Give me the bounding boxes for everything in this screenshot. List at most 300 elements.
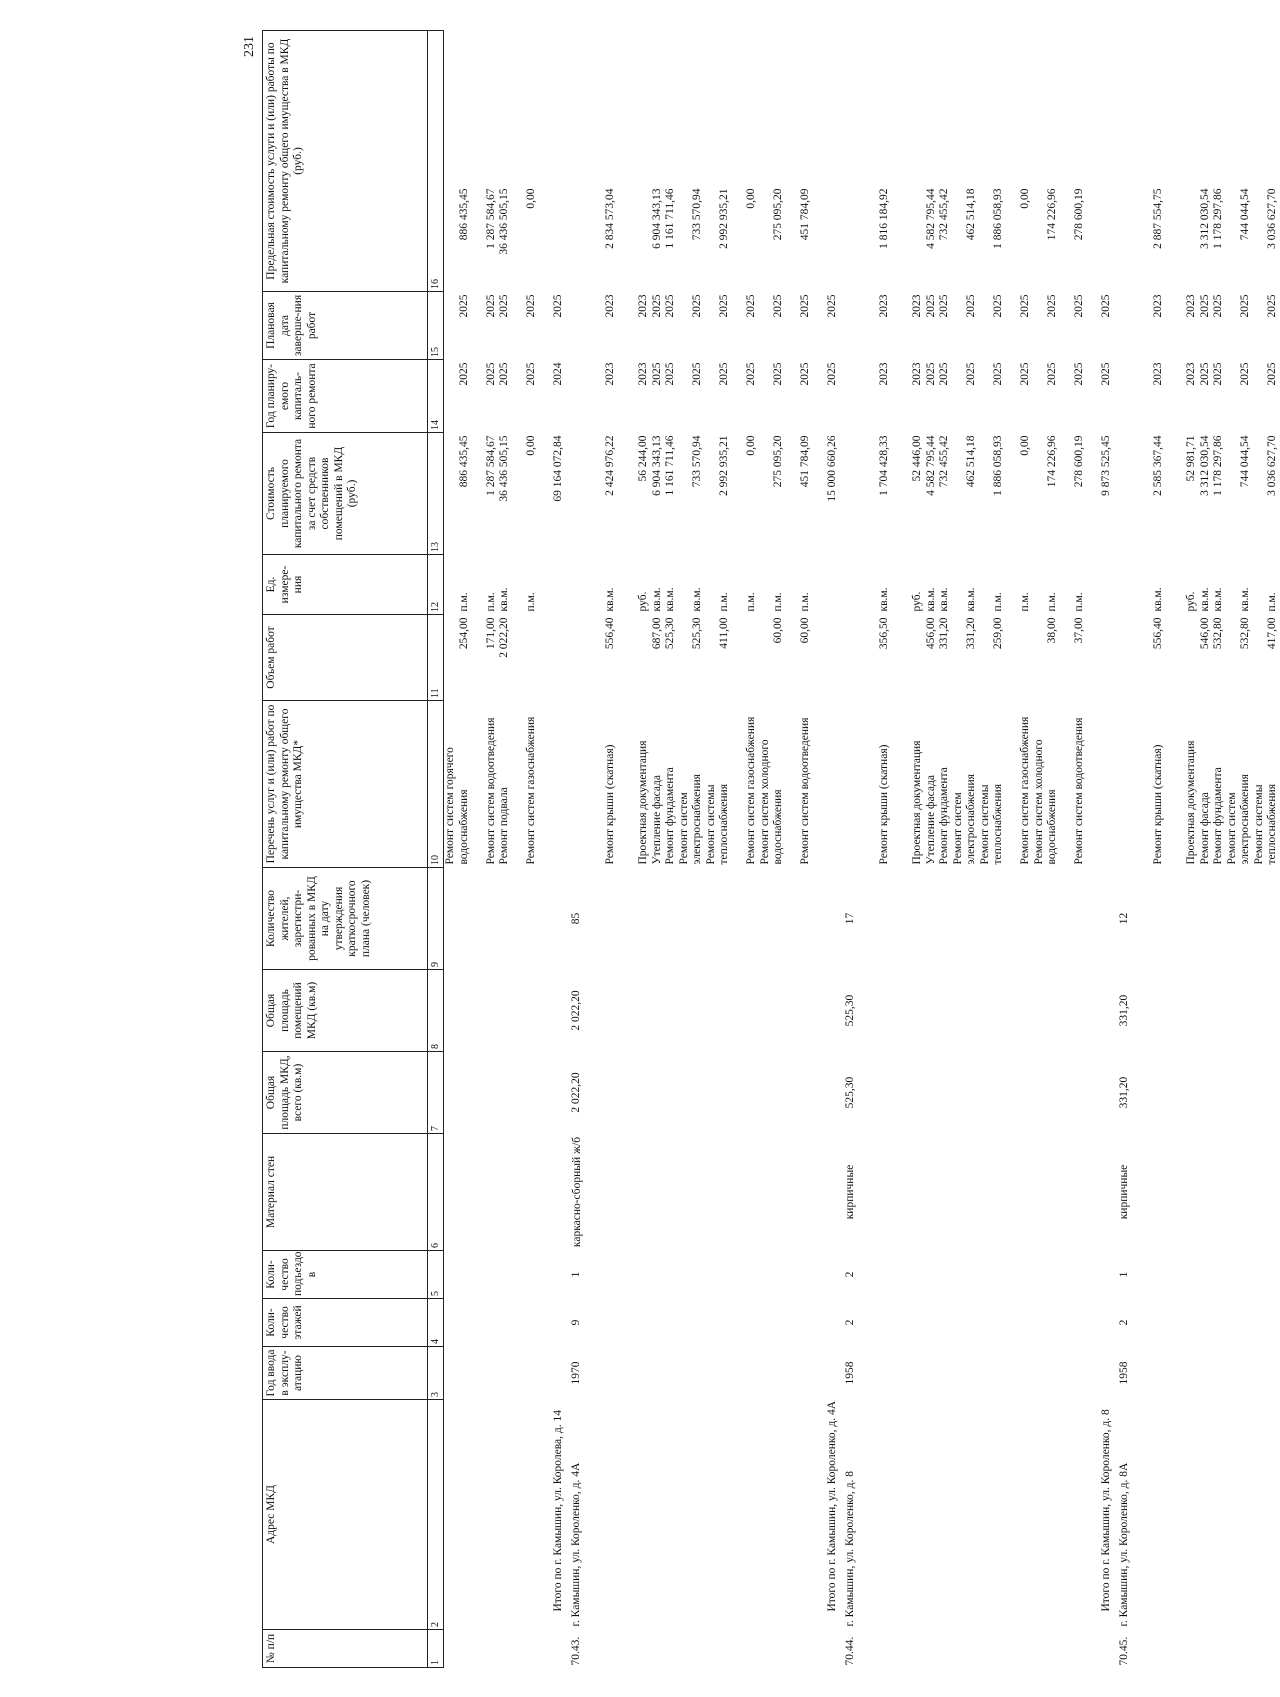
unit-cell: кв.м. <box>965 587 977 612</box>
volume-cell <box>1006 615 1033 701</box>
empty-cell <box>637 31 651 186</box>
empty-cell <box>678 1134 705 1251</box>
empty-cell <box>1132 433 1152 555</box>
empty-cell <box>637 1630 651 1668</box>
empty-cell <box>512 1134 539 1251</box>
empty-cell <box>858 1400 878 1630</box>
empty-cell <box>512 1400 539 1630</box>
empty-cell <box>732 1251 759 1299</box>
empty-cell <box>1185 1299 1199 1347</box>
empty-cell <box>938 868 952 970</box>
empty-cell <box>759 1400 786 1630</box>
address-cell: г. Камышин, ул. Короленко, д. 8А <box>1118 1462 1130 1627</box>
empty-cell <box>1152 1134 1166 1251</box>
empty-cell <box>952 1134 979 1251</box>
empty-cell <box>617 868 637 970</box>
empty-cell <box>1253 1134 1280 1251</box>
empty-cell <box>1132 701 1152 868</box>
max-cost-cell: 2 834 573,04 <box>603 188 616 249</box>
empty-cell <box>878 970 892 1052</box>
total-year-cell: 2024 <box>552 362 564 386</box>
empty-cell <box>878 1052 892 1134</box>
cost-cell: 52 446,00 <box>911 435 923 482</box>
total-area-cell: 525,30 <box>844 1076 856 1109</box>
max-cost-cell: 1 161 711,46 <box>664 188 676 249</box>
empty-cell <box>911 1134 925 1251</box>
empty-cell <box>1006 1134 1033 1251</box>
volume-cell: 525,30 <box>664 617 676 650</box>
cost-cell: 278 600,19 <box>1073 435 1085 488</box>
empty-cell <box>539 1052 566 1134</box>
building-row <box>1114 31 1132 1668</box>
column-number-15: 15 <box>428 292 444 360</box>
empty-cell <box>891 292 911 360</box>
end-date-cell: 2025 <box>1266 294 1278 318</box>
cost-cell: 451 784,09 <box>799 435 811 488</box>
empty-cell <box>1165 292 1185 360</box>
work-row <box>444 31 472 1668</box>
empty-cell <box>1185 31 1199 186</box>
total-cost-cell: 15 000 660,26 <box>826 435 838 502</box>
empty-cell <box>979 1299 1006 1347</box>
empty-cell <box>952 1251 979 1299</box>
empty-cell <box>878 868 892 970</box>
empty-cell <box>840 555 858 615</box>
work-name-cell: Ремонт систем холодного водоснабжения <box>758 739 784 865</box>
column-header-1: № п/п <box>263 1630 428 1668</box>
repair-year-cell: 2023 <box>637 362 649 386</box>
work-row <box>786 31 813 1668</box>
empty-cell <box>566 186 584 292</box>
cost-cell: 2 585 367,44 <box>1151 435 1164 496</box>
empty-cell <box>891 1630 911 1668</box>
empty-cell <box>813 615 840 701</box>
empty-cell <box>1165 433 1185 555</box>
empty-cell <box>1212 868 1226 970</box>
empty-cell <box>617 970 637 1052</box>
empty-cell <box>1212 970 1226 1052</box>
total-year-cell: 2025 <box>826 362 838 386</box>
empty-cell <box>813 186 840 292</box>
empty-cell <box>584 31 604 186</box>
empty-cell <box>1006 868 1033 970</box>
total-end-cell: 2025 <box>552 294 564 318</box>
empty-cell <box>705 1400 732 1630</box>
empty-cell <box>444 1299 472 1347</box>
empty-cell <box>539 615 566 701</box>
empty-cell <box>1212 1400 1226 1630</box>
work-row <box>604 31 618 1668</box>
repair-year-cell: 2025 <box>1266 362 1278 386</box>
empty-cell <box>938 970 952 1052</box>
empty-cell <box>732 1630 759 1668</box>
empty-cell <box>651 868 665 970</box>
total-row <box>539 31 566 1668</box>
column-number-1: 1 <box>428 1630 444 1668</box>
work-row <box>1060 31 1087 1668</box>
empty-cell <box>566 360 584 433</box>
work-row <box>637 31 651 1668</box>
empty-cell <box>1033 868 1060 970</box>
total-area-cell: 331,20 <box>1118 1076 1130 1109</box>
empty-cell <box>759 31 786 186</box>
empty-cell <box>1226 1251 1253 1299</box>
empty-cell <box>891 1400 911 1630</box>
volume-cell: 259,00 <box>992 617 1004 650</box>
empty-cell <box>732 31 759 186</box>
empty-cell <box>705 1251 732 1299</box>
empty-cell <box>584 555 604 615</box>
work-name-cell: Ремонт систем газоснабжения <box>1019 716 1031 865</box>
empty-cell <box>471 1347 498 1400</box>
repair-year-cell: 2025 <box>938 362 950 386</box>
empty-cell <box>911 1400 925 1630</box>
cost-cell: 462 514,18 <box>965 435 977 488</box>
empty-cell <box>938 31 952 186</box>
max-cost-cell: 36 436 505,15 <box>498 188 510 255</box>
empty-cell <box>1132 1251 1152 1299</box>
empty-cell <box>1152 970 1166 1052</box>
empty-cell <box>1165 868 1185 970</box>
empty-cell <box>637 1251 651 1299</box>
empty-cell <box>1212 1134 1226 1251</box>
empty-cell <box>1165 360 1185 433</box>
empty-cell <box>1060 31 1087 186</box>
empty-cell <box>1132 1630 1152 1668</box>
empty-cell <box>1185 1630 1199 1668</box>
floors-cell: 2 <box>1118 1319 1130 1326</box>
column-number-6: 6 <box>428 1134 444 1251</box>
empty-cell <box>938 1400 952 1630</box>
floors-cell: 9 <box>570 1319 582 1326</box>
empty-cell <box>617 360 637 433</box>
empty-cell <box>786 1134 813 1251</box>
empty-cell <box>1114 555 1132 615</box>
empty-cell <box>891 615 911 701</box>
empty-cell <box>617 186 637 292</box>
empty-cell <box>1087 186 1114 292</box>
end-date-cell: 2025 <box>1019 294 1031 318</box>
empty-cell <box>891 1299 911 1347</box>
empty-cell <box>1087 31 1114 186</box>
empty-cell <box>925 868 939 970</box>
end-date-cell: 2025 <box>1046 294 1058 318</box>
max-cost-cell <box>911 186 925 292</box>
work-name-cell: Проектная документация <box>911 740 923 865</box>
empty-cell <box>1114 31 1132 186</box>
cost-cell: 56 244,00 <box>637 435 649 482</box>
empty-cell <box>584 615 604 701</box>
empty-cell <box>617 1400 637 1630</box>
work-name-cell: Ремонт системы теплоснабжения <box>978 784 1004 865</box>
work-name-cell: Ремонт систем водоотведения <box>484 717 497 865</box>
work-row <box>664 31 678 1668</box>
empty-cell <box>858 615 878 701</box>
spacer-row <box>1132 31 1152 1668</box>
empty-cell <box>878 31 892 186</box>
empty-cell <box>604 868 618 970</box>
empty-cell <box>584 1400 604 1630</box>
empty-cell <box>732 1299 759 1347</box>
empty-cell <box>1199 868 1213 970</box>
empty-cell <box>813 1052 840 1134</box>
work-name-cell: Проектная документация <box>1185 740 1197 865</box>
max-cost-cell: 1 287 584,67 <box>484 188 497 249</box>
cost-cell: 886 435,45 <box>457 435 470 488</box>
end-date-cell: 2025 <box>1073 294 1085 318</box>
empty-cell <box>584 360 604 433</box>
empty-cell <box>925 970 939 1052</box>
end-date-cell: 2025 <box>745 294 757 318</box>
empty-cell <box>1185 1400 1199 1630</box>
unit-cell: п.м. <box>772 592 784 612</box>
volume-cell: 411,00 <box>718 617 730 649</box>
max-cost-cell: 0,00 <box>745 188 757 209</box>
work-row <box>1212 31 1226 1668</box>
column-number-4: 4 <box>428 1299 444 1347</box>
work-row <box>938 31 952 1668</box>
empty-cell <box>1199 1299 1213 1347</box>
empty-cell <box>858 186 878 292</box>
work-row <box>1033 31 1060 1668</box>
empty-cell <box>1165 1630 1185 1668</box>
repair-year-cell: 2025 <box>691 362 703 386</box>
end-date-cell: 2023 <box>1151 294 1164 318</box>
work-name-cell: Ремонт фундамента <box>938 767 950 865</box>
empty-cell <box>1132 1134 1152 1251</box>
empty-cell <box>584 1347 604 1400</box>
end-date-cell: 2023 <box>911 294 923 318</box>
empty-cell <box>1060 1134 1087 1251</box>
row-number-cell: 70.44. <box>844 1636 856 1666</box>
residents-cell: 12 <box>1118 912 1130 925</box>
empty-cell <box>1006 1400 1033 1630</box>
row-number-cell: 70.45. <box>1118 1636 1130 1666</box>
wall-material-cell: кирпичные <box>844 1164 856 1220</box>
repair-year-cell: 2025 <box>525 362 537 386</box>
volume-cell: 532,80 <box>1239 617 1251 650</box>
empty-cell <box>584 970 604 1052</box>
empty-cell <box>1226 1299 1253 1347</box>
empty-cell <box>1114 292 1132 360</box>
floors-cell: 2 <box>844 1319 856 1326</box>
work-name-cell: Ремонт систем электроснабжения <box>677 774 703 865</box>
empty-cell <box>1033 1347 1060 1400</box>
empty-cell <box>1199 1400 1213 1630</box>
max-cost-cell: 275 095,20 <box>772 188 784 241</box>
work-row <box>878 31 892 1668</box>
unit-cell: кв.м. <box>1212 587 1224 612</box>
year-built-cell: 1970 <box>570 1361 582 1385</box>
end-date-cell: 2025 <box>664 294 676 318</box>
empty-cell <box>891 186 911 292</box>
max-cost-cell: 3 036 627,70 <box>1266 188 1278 249</box>
repair-year-cell: 2025 <box>965 362 977 386</box>
empty-cell <box>444 1134 472 1251</box>
empty-cell <box>651 1052 665 1134</box>
work-name-cell: Ремонт систем холодного водоснабжения <box>1032 739 1058 865</box>
empty-cell <box>759 1299 786 1347</box>
empty-cell <box>979 868 1006 970</box>
unit-cell: кв.м. <box>938 587 950 612</box>
unit-cell: п.м. <box>1046 592 1058 612</box>
empty-cell <box>604 1052 618 1134</box>
empty-cell <box>979 1630 1006 1668</box>
entrances-cell: 1 <box>570 1271 582 1278</box>
empty-cell <box>840 615 858 701</box>
empty-cell <box>1253 868 1280 970</box>
empty-cell <box>566 701 584 868</box>
year-built-cell: 1958 <box>1118 1361 1130 1385</box>
cost-cell: 1 178 297,86 <box>1212 435 1224 496</box>
empty-cell <box>952 1052 979 1134</box>
column-number-12: 12 <box>428 555 444 615</box>
volume-cell: 37,00 <box>1073 617 1085 644</box>
total-row <box>813 31 840 1668</box>
empty-cell <box>1033 31 1060 186</box>
empty-cell <box>732 1400 759 1630</box>
empty-cell <box>1226 31 1253 186</box>
empty-cell <box>979 31 1006 186</box>
work-row <box>911 31 925 1668</box>
column-header-12: Ед. измере-ния <box>263 555 428 615</box>
empty-cell <box>952 970 979 1052</box>
empty-cell <box>1165 1299 1185 1347</box>
work-name-cell: Ремонт подвала <box>498 787 510 865</box>
empty-cell <box>651 1251 665 1299</box>
empty-cell <box>512 868 539 970</box>
empty-cell <box>498 1134 512 1251</box>
empty-cell <box>498 1299 512 1347</box>
empty-cell <box>471 1251 498 1299</box>
empty-cell <box>539 701 566 868</box>
unit-cell: п.м. <box>745 592 757 612</box>
max-cost-cell: 732 455,42 <box>938 188 950 241</box>
empty-cell <box>1132 555 1152 615</box>
work-row <box>705 31 732 1668</box>
total-end-cell: 2025 <box>826 294 838 318</box>
end-date-cell: 2025 <box>484 294 497 318</box>
empty-cell <box>664 1299 678 1347</box>
empty-cell <box>1132 615 1152 701</box>
total-row <box>1087 31 1114 1668</box>
empty-cell <box>617 433 637 555</box>
volume-cell <box>1185 615 1199 701</box>
work-row <box>1006 31 1033 1668</box>
empty-cell <box>1006 1630 1033 1668</box>
empty-cell <box>539 31 566 186</box>
column-header-6: Материал стен <box>263 1134 428 1251</box>
cost-cell: 36 436 505,15 <box>498 435 510 502</box>
empty-cell <box>604 1347 618 1400</box>
empty-cell <box>891 1134 911 1251</box>
repair-year-cell: 2025 <box>457 362 470 386</box>
empty-cell <box>979 1251 1006 1299</box>
empty-cell <box>732 868 759 970</box>
empty-cell <box>1006 1299 1033 1347</box>
empty-cell <box>664 1052 678 1134</box>
spacer-row <box>1165 31 1185 1668</box>
unit-cell: п.м. <box>525 592 537 612</box>
empty-cell <box>1212 1347 1226 1400</box>
unit-cell: кв.м. <box>1198 587 1211 612</box>
empty-cell <box>1152 1299 1166 1347</box>
empty-cell <box>512 1347 539 1400</box>
empty-cell <box>1006 1347 1033 1400</box>
column-header-11: Объем работ <box>263 615 428 701</box>
work-row <box>512 31 539 1668</box>
end-date-cell: 2025 <box>498 294 510 318</box>
max-cost-cell: 451 784,09 <box>799 188 811 241</box>
building-row <box>840 31 858 1668</box>
empty-cell <box>584 701 604 868</box>
empty-cell <box>678 868 705 970</box>
cost-cell: 6 904 343,13 <box>650 435 663 496</box>
empty-cell <box>1132 31 1152 186</box>
empty-cell <box>1212 1251 1226 1299</box>
unit-cell: руб. <box>911 591 923 612</box>
empty-cell <box>786 970 813 1052</box>
empty-cell <box>786 31 813 186</box>
empty-cell <box>617 292 637 360</box>
work-row <box>651 31 665 1668</box>
empty-cell <box>498 1400 512 1630</box>
volume-cell: 254,00 <box>457 617 470 650</box>
column-number-14: 14 <box>428 360 444 433</box>
empty-cell <box>1226 970 1253 1052</box>
empty-cell <box>498 31 512 186</box>
empty-cell <box>444 31 472 186</box>
empty-cell <box>858 1630 878 1668</box>
column-number-3: 3 <box>428 1347 444 1400</box>
empty-cell <box>444 1347 472 1400</box>
empty-cell <box>786 1251 813 1299</box>
work-name-cell: Ремонт системы теплоснабжения <box>1252 784 1278 865</box>
repair-year-cell: 2025 <box>664 362 676 386</box>
empty-cell <box>911 970 925 1052</box>
empty-cell <box>1152 1052 1166 1134</box>
empty-cell <box>1033 1400 1060 1630</box>
max-cost-cell: 278 600,19 <box>1073 188 1085 241</box>
empty-cell <box>617 1052 637 1134</box>
unit-cell: кв.м. <box>603 587 616 612</box>
empty-cell <box>1006 1052 1033 1134</box>
work-name-cell: Ремонт крыши (скатная) <box>877 744 890 865</box>
empty-cell <box>539 555 566 615</box>
empty-cell <box>1060 1052 1087 1134</box>
empty-cell <box>891 360 911 433</box>
empty-cell <box>651 1134 665 1251</box>
empty-cell <box>705 1299 732 1347</box>
volume-cell: 417,00 <box>1266 617 1278 650</box>
empty-cell <box>878 1347 892 1400</box>
empty-cell <box>1226 1134 1253 1251</box>
empty-cell <box>664 31 678 186</box>
volume-cell <box>512 615 539 701</box>
empty-cell <box>1060 1400 1087 1630</box>
empty-cell <box>1132 1400 1152 1630</box>
empty-cell <box>858 31 878 186</box>
empty-cell <box>539 970 566 1052</box>
empty-cell <box>604 1630 618 1668</box>
empty-cell <box>925 1299 939 1347</box>
repair-year-cell: 2025 <box>1046 362 1058 386</box>
empty-cell <box>891 555 911 615</box>
cost-cell: 2 992 935,21 <box>718 435 730 496</box>
empty-cell <box>1165 970 1185 1052</box>
column-header-2: Адрес МКД <box>263 1400 428 1630</box>
work-name-cell: Ремонт систем водоотведения <box>1073 717 1085 865</box>
